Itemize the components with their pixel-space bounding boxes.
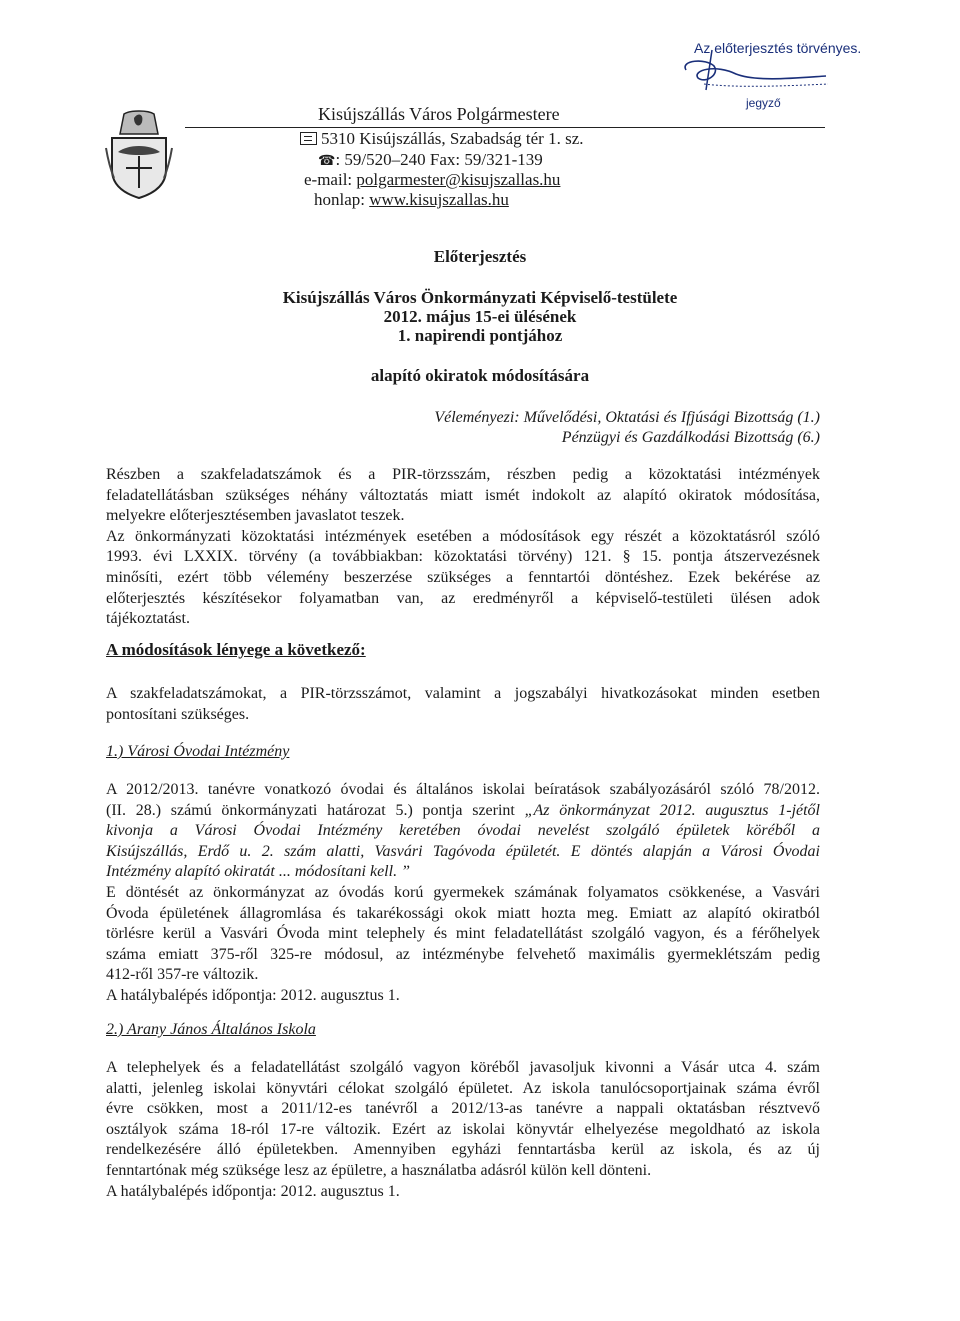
sub1-line: kivonja a Városi Óvodai Intézmény keretében óvodai nevelést szolgáló épületek köréből a — [106, 822, 820, 840]
envelope-icon — [300, 132, 317, 145]
intro-line: minősíti, ezért több vélemény beszerzése szükséges a fenntartói döntéshez. Ezek bekérése az — [106, 568, 820, 586]
phone: : 59/520–240 Fax: 59/321-139 — [335, 150, 543, 169]
sub1-quote-start: „Az önkormányzat 2012. augusztus 1-jétől — [524, 801, 821, 819]
intro-line: 1993. évi LXXIX. törvény (a továbbiakban: közoktatási törvény) 121. § 15. pontja átszervezésnek — [106, 548, 820, 566]
sub2-line: rendelkezésére álló épületekben. Amennyiben egyházi fenntartásba kerül az iskola, és az új — [106, 1141, 820, 1159]
subsection-1-body — [106, 780, 820, 1007]
sub2-line: A telephelyek és a feladatellátást szolgáló vagyon köréből javasoljuk kivonni a Vásár utca 4. szám — [106, 1059, 820, 1076]
letterhead-phone-line — [318, 150, 543, 170]
email-label: e-mail: — [304, 170, 357, 189]
intro-line: előterjesztés készítésekor folyamatban van, az eredményről a képviselő-testületi ülésen adok — [106, 589, 820, 607]
letterhead-title: Kisújszállás Város Polgármestere — [318, 104, 560, 124]
stamp-text: Az előterjesztés törvényes. — [694, 40, 862, 56]
sub1-line: Kisújszállás, Erdő u. 2. szám alatti, Vasvári Tagóvoda épületét. E döntés alapján a Városi Óvodai — [106, 842, 820, 860]
subsection-1-heading: 1.) Városi Óvodai Intézmény — [106, 743, 290, 760]
subsection-2-body — [106, 1058, 820, 1202]
sub1-line: 412-ről 357-re változik. — [106, 966, 259, 984]
sub1-line: Óvoda épületének állagromlása és takarékossági okok miatt hozta meg. Emiatt az alapító okiratból — [106, 904, 820, 922]
letterhead-web-line — [314, 190, 509, 210]
sub1-line: A 2012/2013. tanévre vonatkozó óvodai és általános iskolai beíratások szabályozásáról szóló 78/2012. — [106, 781, 820, 798]
sub2-line: évre csökken, most a 2011/12-es tanévről a 2012/13-as tanévre a nappali oktatásban résztvevő — [106, 1100, 820, 1118]
opinion-committee-2: Pénzügyi és Gazdálkodási Bizottság (6.) — [561, 429, 820, 446]
intro-line: feladatellátásban szükséges néhány változtatás miatt ismét indokolt az alapító okiratok módosítása, — [106, 486, 820, 504]
letterhead-address-line — [300, 129, 584, 149]
intro-line: melyekre előterjesztésemben javaslatot teszek. — [106, 507, 405, 525]
agenda-item: 1. napirendi pontjához — [397, 326, 563, 345]
session-date: 2012. május 15-ei ülésének — [383, 307, 577, 326]
subsection-2-heading: 2.) Arany János Általános Iskola — [106, 1021, 316, 1038]
intro-line: tájékoztatást. — [106, 610, 190, 628]
sub2-line: osztályok száma 18-ról 17-re változik. Ezért az iskolai könyvtár elhelyezése megoldható az iskola — [106, 1120, 820, 1138]
section-heading: A módosítások lényege a következő: — [106, 640, 366, 659]
sub2-line: fenntartónak még szüksége lesz az épületre, a használatba adásról külön kell dönteni. — [106, 1161, 652, 1179]
sub1-line: Intézmény alapító okiratát ... módosítani kell. ” — [106, 863, 410, 881]
general-line: pontosítani szükséges. — [106, 705, 250, 723]
web-label: honlap: — [314, 190, 370, 209]
telephone-icon: ☎ — [318, 154, 336, 169]
sub1-line: törlésre kerül a Vasvári Óvoda mint telephely és mint feladatellátást szolgáló vagyon, és a férőhelyek — [106, 925, 820, 943]
web-link[interactable]: www.kisujszallas.hu — [369, 190, 509, 209]
letterhead-email-line — [304, 170, 560, 190]
sub2-line: alatti, jelenleg iskolai könyvtári célokat szolgáló épületet. Az iskola tanulócsoportjainak száma évről — [106, 1079, 820, 1097]
coat-of-arms — [104, 108, 174, 200]
email-link[interactable]: polgarmester@kisujszallas.hu — [356, 170, 561, 189]
intro-line: Az önkormányzati közoktatási intézmények esetében a módosítások egy részét a közoktatásról szóló — [106, 527, 820, 545]
general-line: A szakfeladatszámokat, a PIR-törzsszámot, valamint a jogszabályi hivatkozásokat minden esetben — [106, 685, 820, 702]
address: 5310 Kisújszállás, Szabadság tér 1. sz. — [321, 129, 584, 148]
sub1-line: A hatálybalépés időpontja: 2012. augusztus 1. — [106, 986, 400, 1004]
sub1-line: száma emiatt 375-ről 325-re módosul, az intézménybe felvehető maximális gyermeklétszám pedig — [106, 945, 820, 963]
letterhead-divider — [185, 127, 825, 128]
sub1-line: E döntését az önkormányzat az óvodás korú gyermekek számának folyamatos csökkenése, a Vasvári — [106, 883, 820, 901]
document-type: Előterjesztés — [433, 247, 527, 266]
intro-paragraph — [106, 465, 820, 630]
approval-stamp — [676, 40, 876, 120]
proposal-subject: alapító okiratok módosítására — [370, 366, 590, 385]
intro-line: Részben a szakfeladatszámok és a PIR-törzsszám, részben pedig a közoktatási intézmények — [106, 466, 820, 483]
sub1-line — [106, 801, 820, 822]
council-name: Kisújszállás Város Önkormányzati Képviselő-testülete — [282, 288, 678, 307]
sub2-line: A hatálybalépés időpontja: 2012. augusztus 1. — [106, 1182, 400, 1200]
opinion-committee-1: Véleményezi: Művelődési, Oktatási és Ifjúsági Bizottság (1.) — [434, 409, 820, 426]
general-paragraph — [106, 684, 820, 725]
sub1-line-start: (II. 28.) számú önkormányzati határozat 5.) pontja szerint — [106, 801, 525, 819]
stamp-subtitle: jegyző — [746, 96, 781, 110]
